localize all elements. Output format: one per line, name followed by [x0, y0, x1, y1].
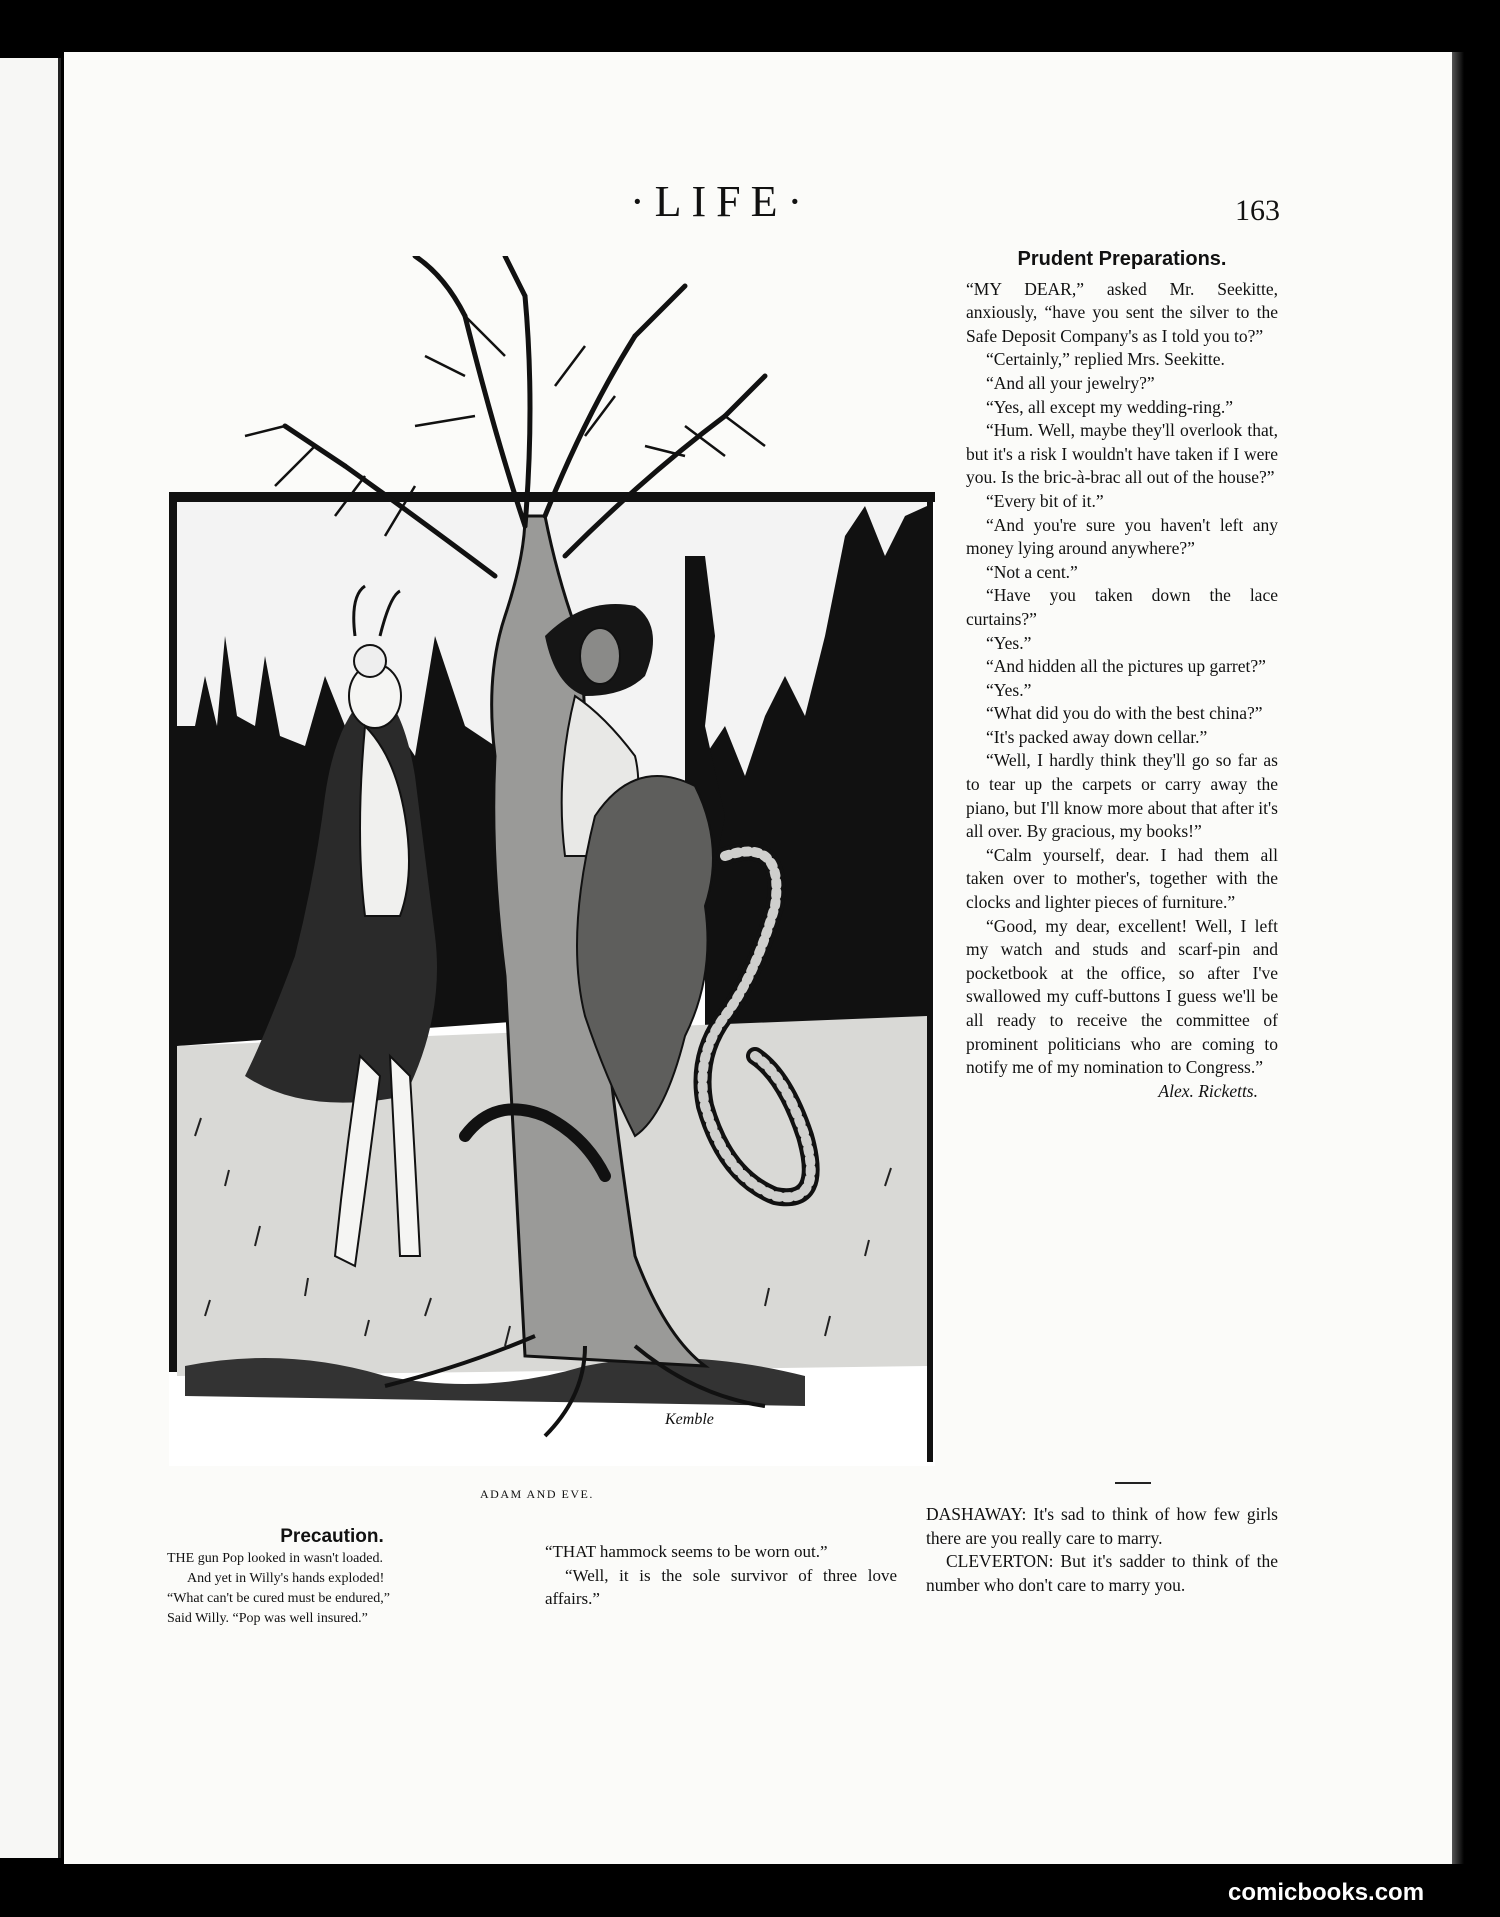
story-paragraph: “Good, my dear, excellent! Well, I left my watch and studs and scarf-pin and pocketbook at the office, so after I've swallowed my cuff-buttons I guess we'll be all ready to receive the committee of prominent politicians who are coming to notify me of my nomination to Congress.” — [966, 915, 1278, 1078]
poem-title: Precaution. — [280, 1526, 384, 1547]
story-paragraph: “Not a cent.” — [986, 561, 1078, 582]
poem-line: “What can't be cured must be endured,” — [167, 1591, 390, 1606]
site-watermark: comicbooks.com — [1228, 1879, 1425, 1906]
poem-line: THE gun Pop looked in wasn't loaded. — [167, 1551, 383, 1566]
story-prudent-preparations — [966, 248, 1278, 1103]
illustration-caption: ADAM AND EVE. — [480, 1487, 594, 1501]
story-paragraph: “Calm yourself, dear. I had them all taken over to mother's, together with the clocks and lighter pieces of furniture.” — [966, 844, 1278, 913]
joke-line: It's sad to think of how few girls there are you really care to marry. — [926, 1504, 1278, 1548]
speaker-dashaway: DASHAWAY: — [926, 1504, 1027, 1524]
story-author: Alex. Ricketts. — [1158, 1080, 1258, 1101]
joke-dashaway — [926, 1503, 1278, 1597]
joke-line: “THAT hammock seems to be worn out.” — [545, 1542, 828, 1561]
previous-page-edge — [0, 58, 61, 1858]
story-title: Prudent Preparations. — [1017, 248, 1227, 270]
artist-signature: Kemble — [665, 1411, 714, 1428]
story-paragraph: “Well, I hardly think they'll go so far as to tear up the carpets or carry away the piano, but I'll know more about that after it's all over. By gracious, my books!” — [966, 750, 1278, 842]
story-paragraph: “Yes.” — [986, 632, 1032, 653]
story-paragraph: “Certainly,” replied Mrs. Seekitte. — [986, 349, 1225, 370]
story-paragraph: “And all your jewelry?” — [986, 372, 1155, 393]
story-paragraph: “What did you do with the best china?” — [986, 703, 1263, 724]
speaker-cleverton: CLEVERTON: — [946, 1551, 1054, 1572]
poem-line: And yet in Willy's hands exploded! — [187, 1571, 385, 1586]
story-paragraph: “MY DEAR,” asked Mr. Seekitte, anxiously, “have you sent the silver to the Safe Deposit Company's as I told you to?” — [966, 278, 1278, 346]
story-paragraph: “It's packed away down cellar.” — [986, 726, 1208, 747]
story-paragraph: “Every bit of it.” — [986, 490, 1104, 511]
story-paragraph: “Yes.” — [986, 679, 1032, 700]
masthead: ·LIFE· — [630, 177, 813, 226]
adam-and-eve-illustration — [165, 256, 945, 1466]
story-paragraph: “And you're sure you haven't left any money lying around anywhere?” — [966, 514, 1278, 559]
story-paragraph: “Yes, all except my wedding-ring.” — [986, 396, 1234, 417]
page-binding-edge — [1452, 52, 1464, 1864]
poem-precaution — [167, 1527, 497, 1629]
joke-line: “Well, it is the sole survivor of three love affairs.” — [545, 1565, 897, 1609]
story-paragraph: “Hum. Well, maybe they'll overlook that, but it's a risk I wouldn't have taken if I were you. Is the bric-à-brac all out of the house?” — [966, 420, 1278, 488]
story-paragraph: “Have you taken down the lace curtains?” — [966, 585, 1278, 629]
joke-hammock — [545, 1540, 897, 1611]
poem-line: Said Willy. “Pop was well insured.” — [167, 1611, 368, 1626]
section-rule — [1115, 1482, 1151, 1484]
joke-line: But it's sadder to think of the number who don't care to marry you. — [926, 1551, 1278, 1595]
story-paragraph: “And hidden all the pictures up garret?” — [986, 656, 1266, 677]
page-number: 163 — [1235, 194, 1280, 227]
